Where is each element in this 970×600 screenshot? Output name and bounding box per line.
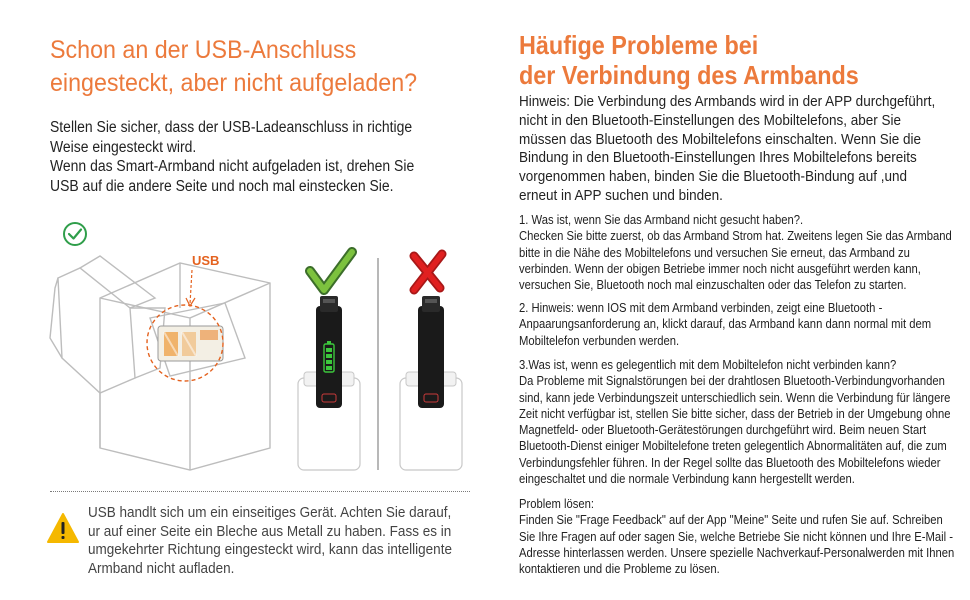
problem-solving-title: Problem lösen: — [519, 497, 595, 511]
usb-pointer-line — [190, 270, 192, 304]
left-instructions — [50, 118, 437, 196]
wrong-usb-drawing — [400, 296, 462, 470]
faq-item-3 — [519, 357, 957, 487]
charger-drawing — [50, 256, 270, 470]
warning-text: USB handlt sich um ein einseitiges Gerät. Achten Sie darauf, ur auf einer Seite ein Bleche aus Metall zu haben. Fass es in umgekehrter Richtung eingesteckt wird, kann das intelligente Armband nicht aufladen. — [88, 504, 452, 577]
problem-solving-body: Finden Sie "Frage Feedback" auf der App "Meine" Seite und rufen Sie auf. Schreiben Sie Ihre Fragen auf oder sagen Sie, welche Betriebe Sie nicht können und Ihre E-Mail -Adresse hinterlassen werden. Unsere spezielle Nachverkauf-Personalwerden mit Ihnen kontaktieren und die Probleme zu lösen. — [519, 513, 955, 577]
faq-item-2 — [519, 300, 957, 349]
faq-item-1-title: 1. Was ist, wenn Sie das Armband nicht gesucht haben?. — [519, 213, 804, 227]
left-heading-line1: Schon an der USB-Anschluss — [50, 36, 357, 64]
connection-hint: Hinweis: Die Verbindung des Armbands wird in der APP durchgeführt, nicht in den Bluetooth-Einstellungen des Mobiltelefons, aber Sie müssen das Bluetooth des Mobiltelefons einschalten. Wenn Sie die Bindung in den Bluetooth-Einstellungen Ihres Mobiltelefons bereits vorgenommen haben, binden Sie die Bluetooth-Bindung auf ,und erneut in APP suchen und binden. — [519, 93, 936, 204]
dotted-divider — [50, 491, 470, 492]
faq-item-3-title: 3.Was ist, wenn es gelegentlich mit dem Mobiltelefon nicht verbinden kann? — [519, 358, 897, 372]
right-heading — [519, 30, 906, 90]
check-circle-icon — [64, 223, 86, 245]
usb-label: USB — [192, 253, 220, 268]
red-cross-icon — [414, 254, 442, 290]
correct-usb-drawing — [298, 296, 360, 470]
green-check-icon — [310, 252, 352, 290]
left-instructions-line1: Stellen Sie sicher, dass der USB-Ladeanschluss in richtige Weise eingesteckt wird. — [50, 119, 413, 156]
usb-port-drawing — [158, 326, 223, 361]
faq-item-1 — [519, 212, 957, 293]
right-heading-line2: der Verbindung des Armbands — [519, 60, 859, 90]
right-heading-line1: Häufige Probleme bei — [519, 30, 759, 60]
usb-charging-illustration — [40, 208, 480, 478]
left-instructions-line2: Wenn das Smart-Armband nicht aufgeladen ist, drehen Sie USB auf die andere Seite und noch mal einstecken Sie. — [50, 158, 415, 195]
faq-item-3-body: Da Probleme mit Signalstörungen bei der drahtlosen Bluetooth-Verbindungvorhanden sind, kann jede Verbindungszeit unterschiedlich sein. Wenn die Verbindung für längere Zeit nicht verfügbar ist, stellen Sie bitte sicher, dass der Betrieb in der Umgebung ohne Magnetfeld- oder Bluetooth-Gerätestörungen durchgeführt wird. Beim neuen Start Bluetooth-Dienst einiger Mobiltelefone treten gelegentlich Abnormalitäten auf, die zum Verbindungsfehler führen. In der Regel sollte das Bluetooth des Mobiltelefons wieder eingeschaltet und die normale Verbindung kann hergestellt werden. — [519, 374, 951, 487]
faq-item-1-body: Checken Sie bitte zuerst, ob das Armband Strom hat. Zweitens legen Sie das Armband bitte in die Nähe des Mobiltelefons und versuchen Sie erneut, das Armband zu verbinden. Wenn der obigen Betriebe immer noch nicht ausgeführt werden kann, versuchen Sie, Bluetooth noch mal einzuschalten oder das Telefon zu starten. — [519, 229, 952, 293]
problem-solving — [519, 496, 957, 577]
left-heading-line2: eingesteckt, aber nicht aufgeladen? — [50, 69, 418, 97]
faq-item-2-body: 2. Hinweis: wenn IOS mit dem Armband verbinden, zeigt eine Bluetooth -Anpaarungsanforderung an, klickt darauf, das Armband kann dann normal mit dem Mobiltelefon verbunden werden. — [519, 301, 932, 348]
left-heading — [50, 34, 441, 100]
warning-triangle-icon — [46, 512, 80, 546]
